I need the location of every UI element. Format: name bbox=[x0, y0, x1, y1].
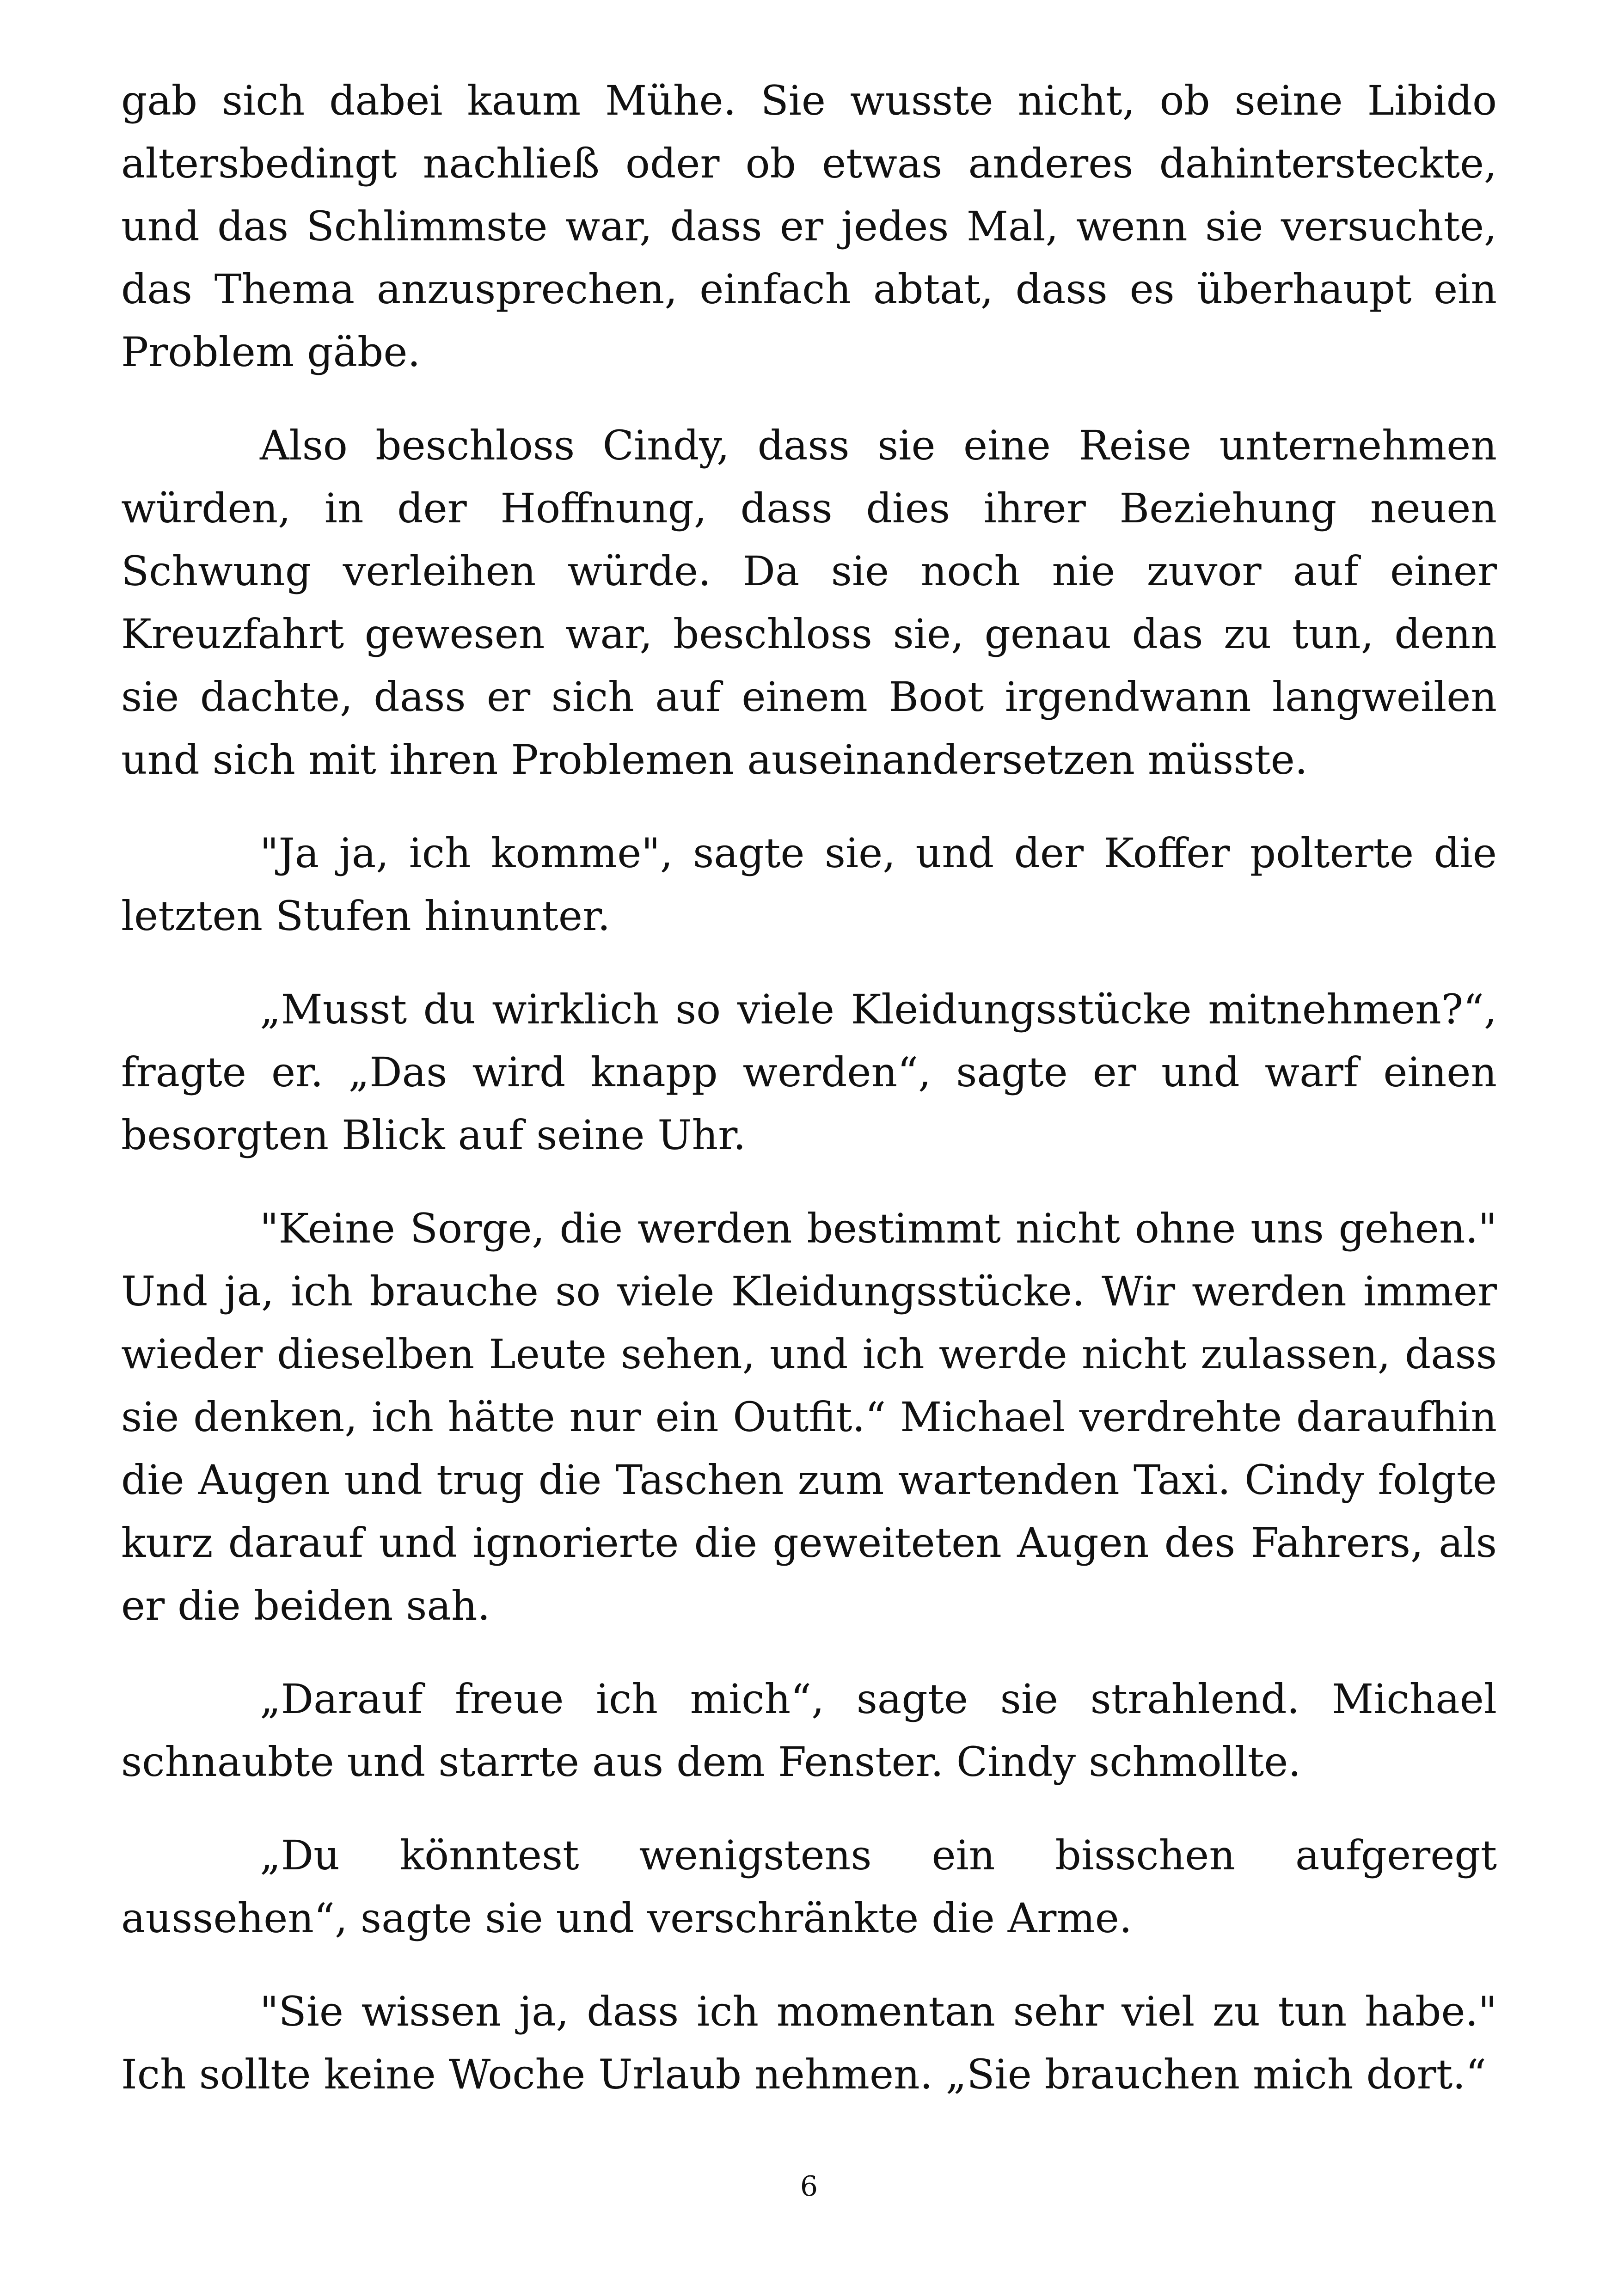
paragraph-2: Also beschloss Cindy, dass sie eine Reise unternehmen würden, in der Hoffnung, dass dies ihrer Beziehung neuen Schwung verleihen würde. Da sie noch nie zuvor auf einer Kreuzfahrt gewesen war, beschloss sie, genau das zu tun, denn sie dachte, dass er sich auf einem Boot irgendwann langweilen und sich mit ihren Problemen auseinandersetzen müsste. bbox=[121, 422, 1497, 784]
paragraph-6: „Darauf freue ich mich“, sagte sie strahlend. Michael schnaubte und starrte aus dem Fenster. Cindy schmollte. bbox=[121, 1675, 1497, 1786]
paragraph-8: "Sie wissen ja, dass ich momentan sehr viel zu tun habe." Ich sollte keine Woche Urlaub nehmen. „Sie brauchen mich dort.“ bbox=[121, 1988, 1497, 2098]
paragraph-7: „Du könntest wenigstens ein bisschen aufgeregt aussehen“, sagte sie und verschränkte die Arme. bbox=[121, 1831, 1497, 1942]
paragraph-3: "Ja ja, ich komme", sagte sie, und der Koffer polterte die letzten Stufen hinunter. bbox=[121, 829, 1497, 940]
paragraph-4: „Musst du wirklich so viele Kleidungsstücke mitnehmen?“, fragte er. „Das wird knapp werden“, sagte er und warf einen besorgten Blick auf seine Uhr. bbox=[121, 986, 1497, 1159]
page-body bbox=[121, 69, 1497, 2137]
paragraph-5: "Keine Sorge, die werden bestimmt nicht ohne uns gehen." Und ja, ich brauche so viele Kleidungsstücke. Wir werden immer wieder dieselben Leute sehen, und ich werde nicht zulassen, dass sie denken, ich hätte nur ein Outfit.“ Michael verdrehte daraufhin die Augen und trug die Taschen zum wartenden Taxi. Cindy folgte kurz darauf und ignorierte die geweiteten Augen des Fahrers, als er die beiden sah. bbox=[121, 1205, 1497, 1629]
paragraph-1: gab sich dabei kaum Mühe. Sie wusste nicht, ob seine Libido altersbedingt nachließ oder ob etwas anderes dahintersteckte, und das Schlimmste war, dass er jedes Mal, wenn sie versuchte, das Thema anzusprechen, einfach abtat, dass es überhaupt ein Problem gäbe. bbox=[121, 77, 1497, 376]
page-number: 6 bbox=[800, 2170, 818, 2203]
